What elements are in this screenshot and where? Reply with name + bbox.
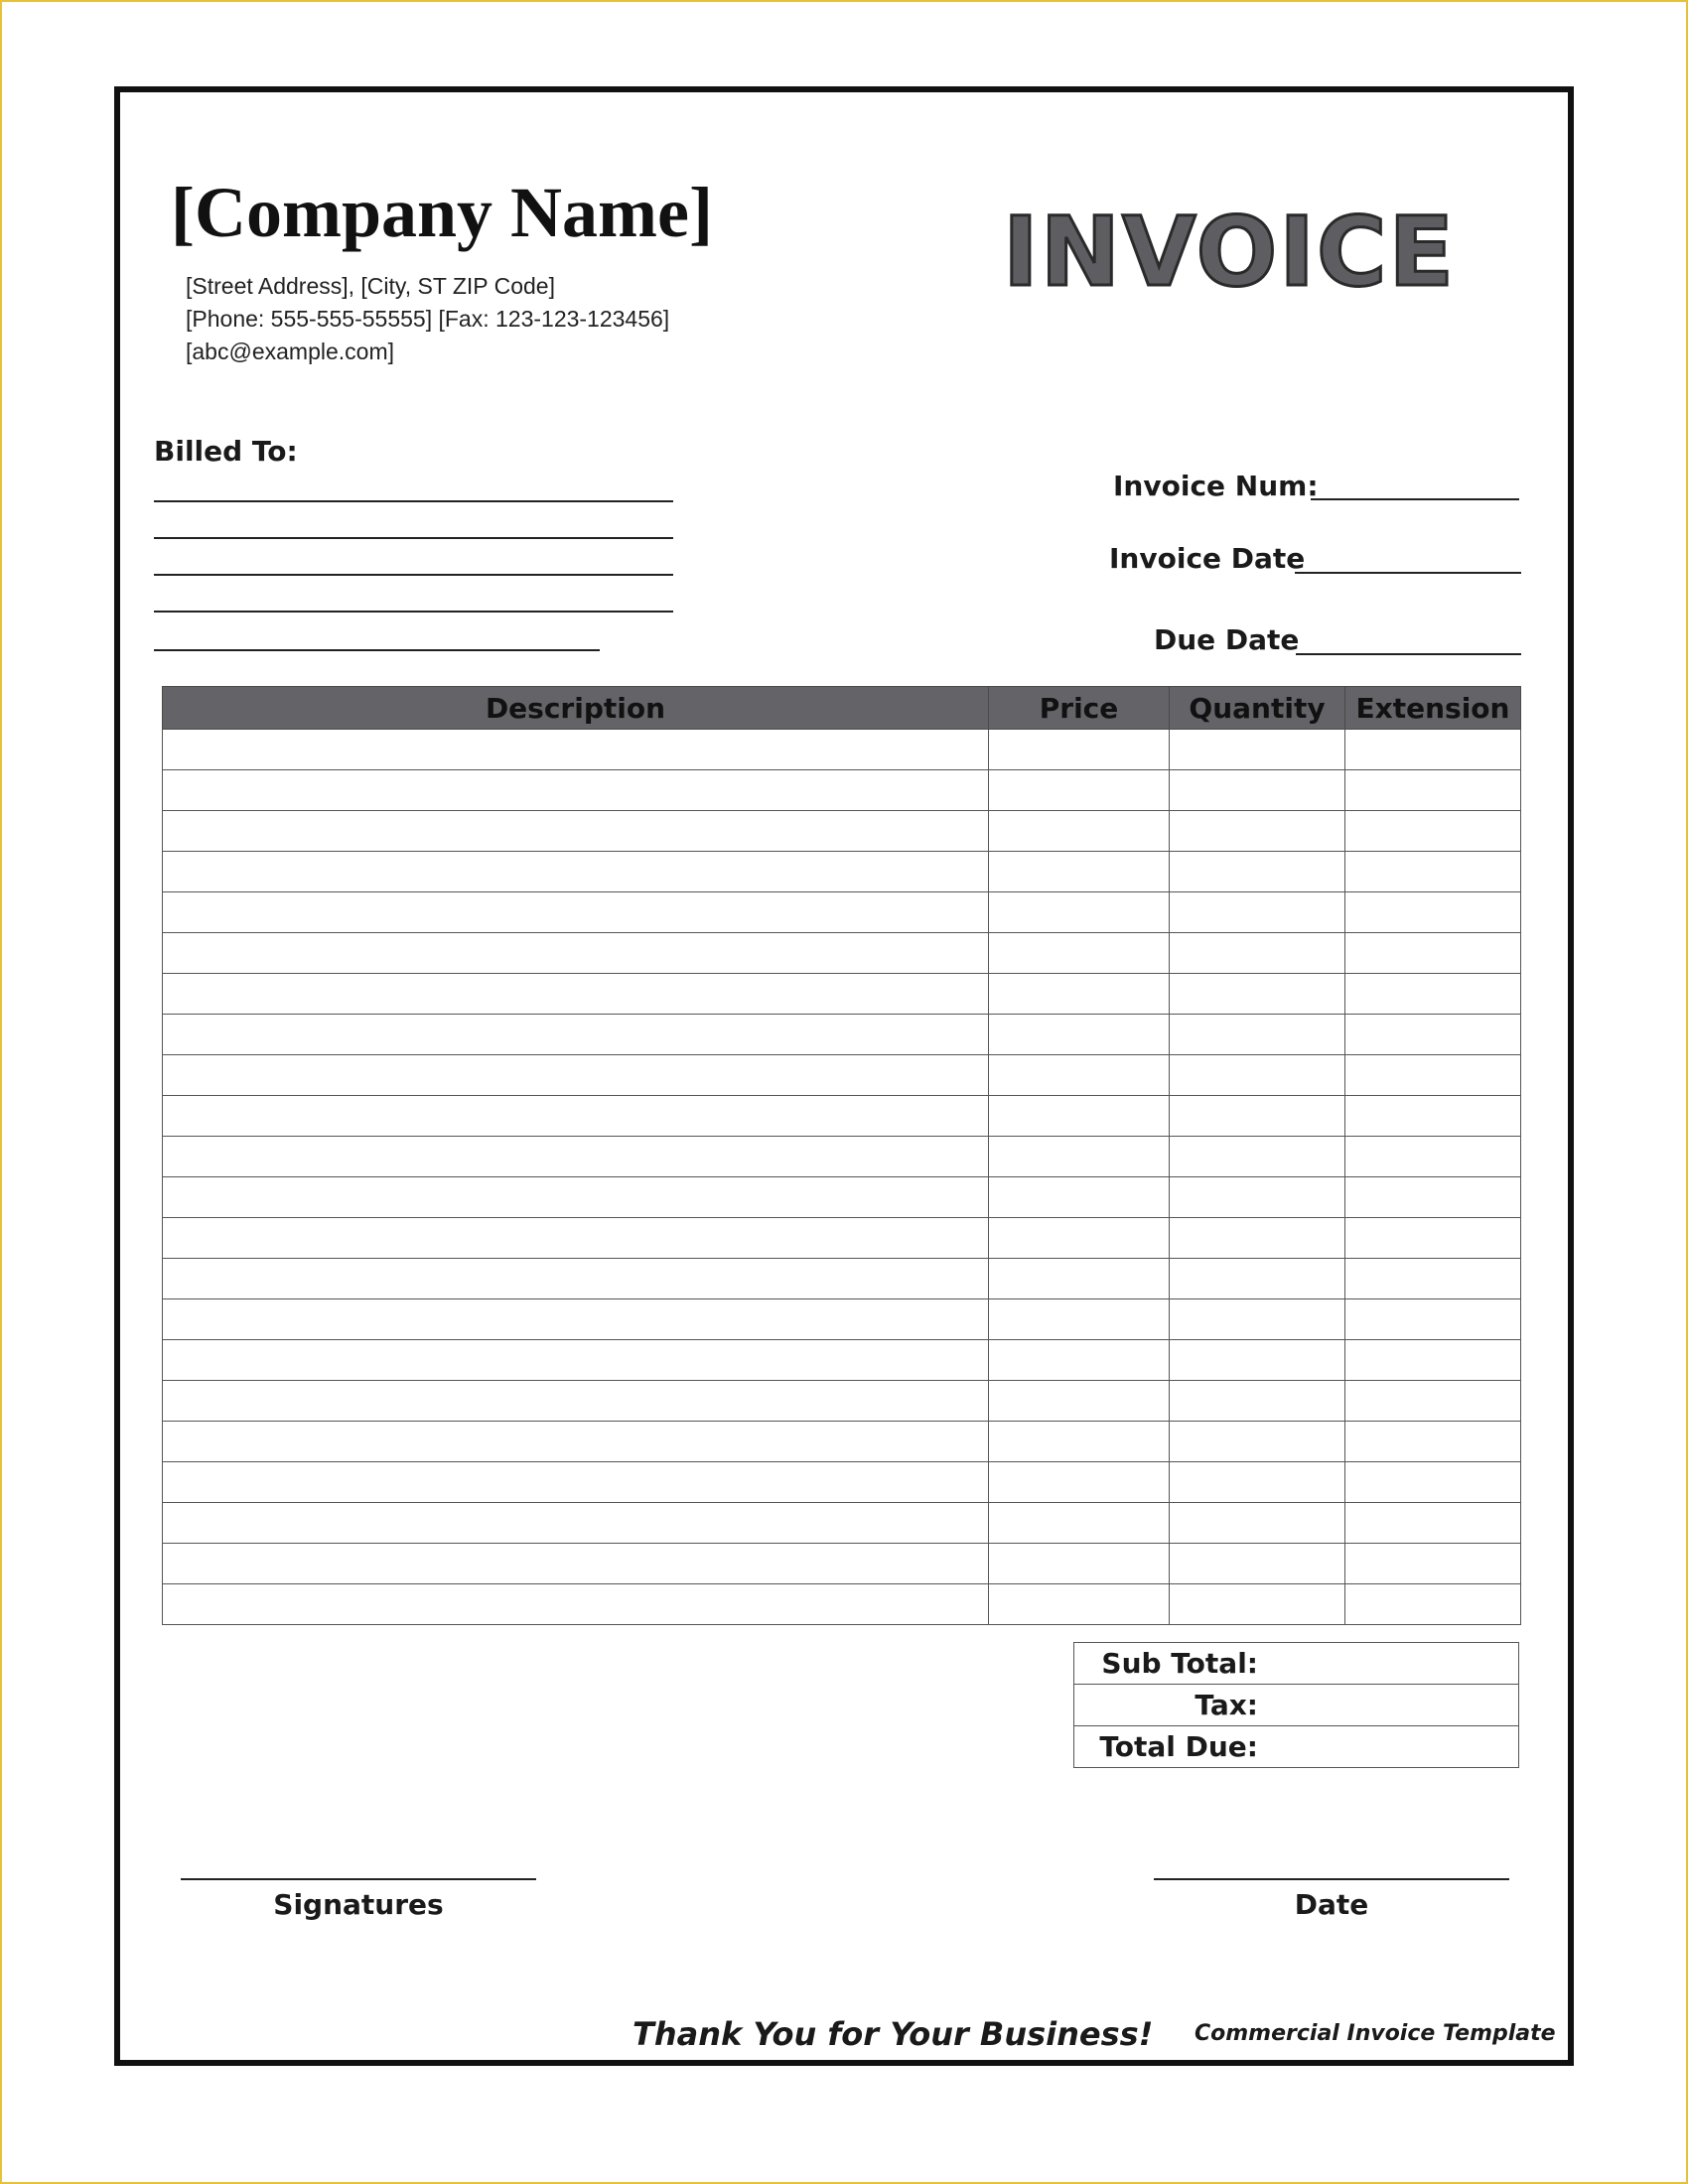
quantity-cell[interactable] [1170,974,1345,1015]
description-cell[interactable] [163,1015,989,1055]
extension-cell[interactable] [1345,1137,1521,1177]
extension-cell[interactable] [1345,1218,1521,1259]
subtotal-row [1074,1643,1519,1685]
price-cell[interactable] [989,1462,1170,1503]
column-header-price: Price [989,687,1170,730]
table-row [163,1422,1521,1462]
table-row [163,1299,1521,1340]
description-cell[interactable] [163,1422,989,1462]
price-cell[interactable] [989,1015,1170,1055]
table-row [163,933,1521,974]
extension-cell[interactable] [1345,892,1521,933]
quantity-cell[interactable] [1170,730,1345,770]
quantity-cell[interactable] [1170,1218,1345,1259]
price-cell[interactable] [989,892,1170,933]
billed-to-line[interactable] [154,500,673,502]
description-cell[interactable] [163,811,989,852]
quantity-cell[interactable] [1170,933,1345,974]
table-row [163,1096,1521,1137]
signature-line[interactable] [181,1878,536,1880]
price-cell[interactable] [989,1259,1170,1299]
extension-cell[interactable] [1345,1177,1521,1218]
quantity-cell[interactable] [1170,852,1345,892]
description-cell[interactable] [163,852,989,892]
invoice-date-label: Invoice Date [1109,542,1306,575]
billed-to-label: Billed To: [154,435,298,468]
table-row [163,1137,1521,1177]
tax-value-cell[interactable] [1258,1685,1519,1726]
description-cell[interactable] [163,1544,989,1584]
thank-you-message: Thank You for Your Business! [633,2015,1154,2053]
table-row [163,1503,1521,1544]
price-cell[interactable] [989,1584,1170,1625]
extension-cell[interactable] [1345,1381,1521,1422]
table-row [163,852,1521,892]
extension-cell[interactable] [1345,1584,1521,1625]
table-row [163,730,1521,770]
price-cell[interactable] [989,1544,1170,1584]
template-name: Commercial Invoice Template [1195,2021,1556,2046]
description-cell[interactable] [163,1584,989,1625]
quantity-cell[interactable] [1170,1259,1345,1299]
price-cell[interactable] [989,1096,1170,1137]
company-phone-fax: [Phone: 555-555-55555] [Fax: 123-123-123456] [186,306,670,332]
quantity-cell[interactable] [1170,1462,1345,1503]
invoice-number-label: Invoice Num: [1113,470,1319,502]
extension-cell[interactable] [1345,1015,1521,1055]
description-cell[interactable] [163,1503,989,1544]
extension-cell[interactable] [1345,1259,1521,1299]
description-cell[interactable] [163,1177,989,1218]
invoice-title: INVOICE [1003,197,1457,308]
quantity-cell[interactable] [1170,1177,1345,1218]
quantity-cell[interactable] [1170,1544,1345,1584]
price-cell[interactable] [989,770,1170,811]
quantity-cell[interactable] [1170,892,1345,933]
description-cell[interactable] [163,974,989,1015]
extension-cell[interactable] [1345,1096,1521,1137]
company-address: [Street Address], [City, ST ZIP Code] [186,273,555,299]
date-line[interactable] [1154,1878,1509,1880]
table-row [163,811,1521,852]
extension-cell[interactable] [1345,1503,1521,1544]
subtotal-label: Sub Total: [1074,1643,1259,1685]
line-items-table [162,686,1521,1625]
table-row [163,1381,1521,1422]
total-due-label: Total Due: [1074,1726,1259,1768]
company-email: [abc@example.com] [186,339,394,364]
date-caption: Date [1294,1888,1369,1921]
table-row [163,1218,1521,1259]
quantity-cell[interactable] [1170,1015,1345,1055]
table-row [163,892,1521,933]
description-cell[interactable] [163,1259,989,1299]
price-cell[interactable] [989,974,1170,1015]
table-row [163,1584,1521,1625]
price-cell[interactable] [989,852,1170,892]
column-header-quantity: Quantity [1170,687,1345,730]
quantity-cell[interactable] [1170,1096,1345,1137]
table-header-row [163,687,1521,730]
description-cell[interactable] [163,730,989,770]
description-cell[interactable] [163,1299,989,1340]
extension-cell[interactable] [1345,1055,1521,1096]
price-cell[interactable] [989,1218,1170,1259]
description-cell[interactable] [163,1381,989,1422]
table-row [163,1462,1521,1503]
extension-cell[interactable] [1345,933,1521,974]
price-cell[interactable] [989,811,1170,852]
quantity-cell[interactable] [1170,811,1345,852]
total-due-value-cell[interactable] [1258,1726,1519,1768]
tax-label: Tax: [1074,1685,1259,1726]
billed-to-line[interactable] [154,537,673,539]
description-cell[interactable] [163,933,989,974]
quantity-cell[interactable] [1170,1584,1345,1625]
table-row [163,1055,1521,1096]
price-cell[interactable] [989,933,1170,974]
price-cell[interactable] [989,1299,1170,1340]
description-cell[interactable] [163,1096,989,1137]
quantity-cell[interactable] [1170,1381,1345,1422]
quantity-cell[interactable] [1170,1340,1345,1381]
price-cell[interactable] [989,1137,1170,1177]
total-due-row [1074,1726,1519,1768]
quantity-cell[interactable] [1170,1503,1345,1544]
billed-to-line[interactable] [154,611,673,613]
description-cell[interactable] [163,892,989,933]
quantity-cell[interactable] [1170,1137,1345,1177]
table-row [163,1259,1521,1299]
price-cell[interactable] [989,1381,1170,1422]
extension-cell[interactable] [1345,1299,1521,1340]
price-cell[interactable] [989,1340,1170,1381]
extension-cell[interactable] [1345,1544,1521,1584]
extension-cell[interactable] [1345,1340,1521,1381]
table-row [163,974,1521,1015]
table-row [163,1177,1521,1218]
signatures-caption: Signatures [273,1888,444,1921]
price-cell[interactable] [989,1503,1170,1544]
invoice-number-line[interactable] [1311,498,1519,500]
due-date-label: Due Date [1154,623,1300,656]
extension-cell[interactable] [1345,974,1521,1015]
extension-cell[interactable] [1345,1462,1521,1503]
quantity-cell[interactable] [1170,1055,1345,1096]
quantity-cell[interactable] [1170,770,1345,811]
description-cell[interactable] [163,1055,989,1096]
invoice-date-line[interactable] [1295,572,1521,574]
tax-row [1074,1685,1519,1726]
quantity-cell[interactable] [1170,1422,1345,1462]
subtotal-value-cell[interactable] [1258,1643,1519,1685]
line-items-body [163,730,1521,1625]
description-cell[interactable] [163,1137,989,1177]
billed-to-line[interactable] [154,574,673,576]
table-row [163,770,1521,811]
table-row [163,1340,1521,1381]
column-header-description: Description [163,687,989,730]
extension-cell[interactable] [1345,730,1521,770]
extension-cell[interactable] [1345,1422,1521,1462]
quantity-cell[interactable] [1170,1299,1345,1340]
price-cell[interactable] [989,730,1170,770]
table-row [163,1015,1521,1055]
billed-to-line[interactable] [154,649,600,651]
extension-cell[interactable] [1345,811,1521,852]
company-name: [Company Name] [171,173,713,252]
due-date-line[interactable] [1296,653,1521,655]
description-cell[interactable] [163,770,989,811]
extension-cell[interactable] [1345,770,1521,811]
description-cell[interactable] [163,1462,989,1503]
description-cell[interactable] [163,1340,989,1381]
table-row [163,1544,1521,1584]
totals-box [1073,1642,1519,1768]
extension-cell[interactable] [1345,852,1521,892]
column-header-extension: Extension [1345,687,1521,730]
price-cell[interactable] [989,1422,1170,1462]
price-cell[interactable] [989,1055,1170,1096]
price-cell[interactable] [989,1177,1170,1218]
description-cell[interactable] [163,1218,989,1259]
